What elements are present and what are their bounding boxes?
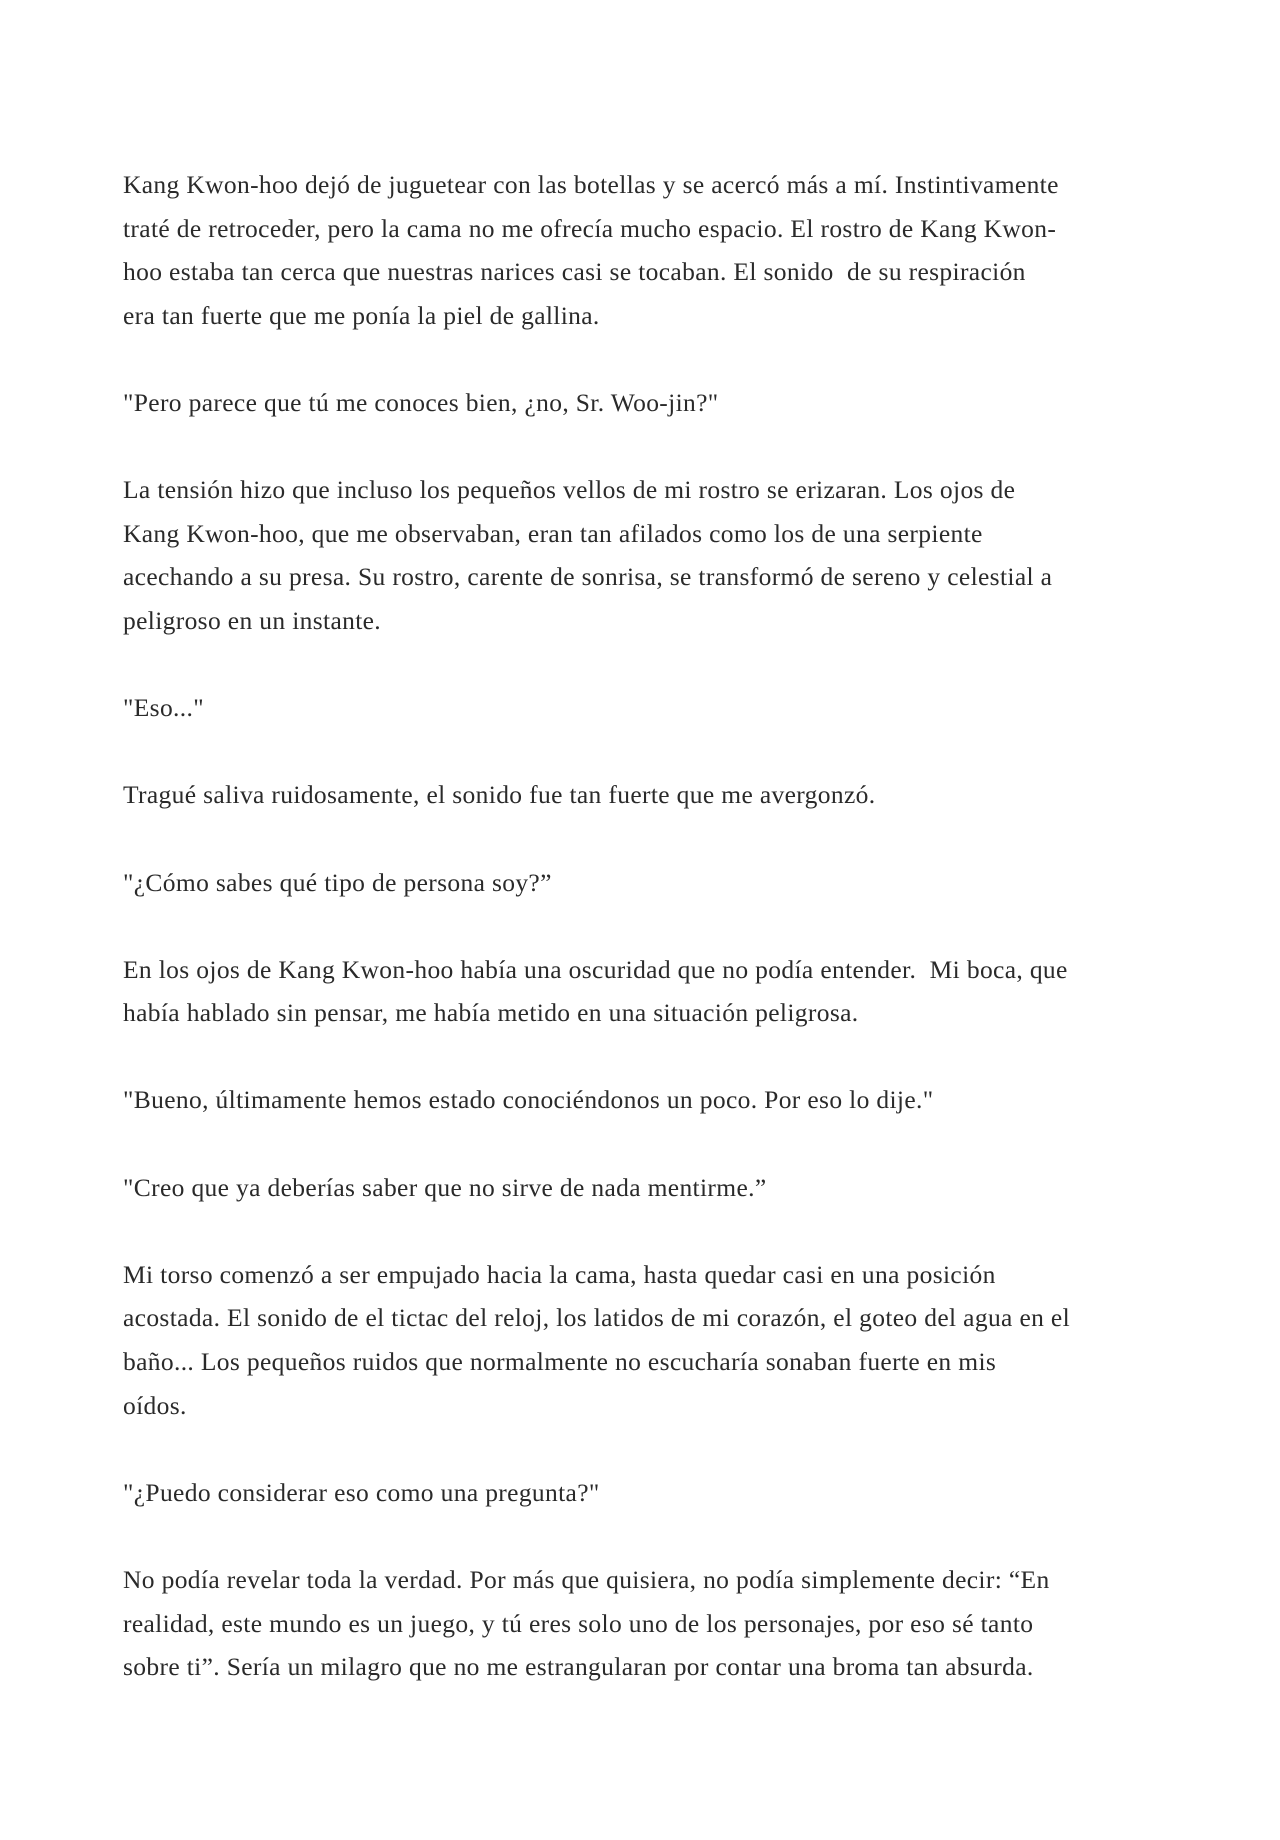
text-line: Mi torso comenzó a ser empujado hacia la cama, hasta quedar casi en una posición [123, 1259, 996, 1289]
text-line: "Bueno, últimamente hemos estado conociéndonos un poco. Por eso lo dije." [123, 1085, 934, 1115]
paragraph [123, 468, 1183, 642]
text-line: acostada. El sonido de el tictac del reloj, los latidos de mi corazón, el goteo del agua en el [123, 1303, 1071, 1333]
text-line: peligroso en un instante. [123, 605, 382, 635]
text-line: Kang Kwon-hoo, que me observaban, eran tan afilados como los de una serpiente [123, 518, 983, 548]
paragraph [123, 1253, 1183, 1427]
text-line: sobre ti”. Sería un milagro que no me estrangularan por contar una broma tan absurda. [123, 1652, 1034, 1682]
document-page [123, 163, 1183, 1732]
paragraph [123, 686, 1183, 730]
text-line: Kang Kwon-hoo dejó de juguetear con las botellas y se acercó más a mí. Instintivamente [123, 170, 1059, 199]
text-line: "¿Cómo sabes qué tipo de persona soy?” [123, 867, 552, 897]
text-line: baño... Los pequeños ruidos que normalmente no escucharía sonaban fuerte en mis [123, 1347, 997, 1377]
paragraph [123, 948, 1183, 1035]
text-line: Tragué saliva ruidosamente, el sonido fue tan fuerte que me avergonzó. [123, 780, 876, 810]
paragraph [123, 1558, 1183, 1689]
text-line: realidad, este mundo es un juego, y tú eres solo uno de los personajes, por eso sé tanto [123, 1608, 1034, 1638]
paragraph [123, 1471, 1183, 1515]
text-line: "Eso..." [123, 693, 204, 723]
text-line: "¿Puedo considerar eso como una pregunta?" [123, 1477, 600, 1507]
text-line: traté de retroceder, pero la cama no me ofrecía mucho espacio. El rostro de Kang Kwon- [123, 213, 1057, 243]
paragraph [123, 861, 1183, 905]
text-line: hoo estaba tan cerca que nuestras narices casi se tocaban. El sonido de su respiración [123, 257, 1026, 287]
text-line: acechando a su presa. Su rostro, carente de sonrisa, se transformó de sereno y celestial a [123, 562, 1053, 592]
paragraph [123, 1078, 1183, 1122]
paragraph [123, 1166, 1183, 1210]
text-line: "Pero parece que tú me conoces bien, ¿no, Sr. Woo-jin?" [123, 387, 719, 417]
text-line: había hablado sin pensar, me había metido en una situación peligrosa. [123, 998, 859, 1028]
paragraph [123, 163, 1183, 337]
text-line: La tensión hizo que incluso los pequeños vellos de mi rostro se erizaran. Los ojos de [123, 475, 1016, 505]
text-line: oídos. [123, 1390, 187, 1420]
text-line: En los ojos de Kang Kwon-hoo había una oscuridad que no podía entender. Mi boca, que [123, 954, 1068, 984]
paragraph [123, 773, 1183, 817]
paragraph [123, 381, 1183, 425]
text-line: No podía revelar toda la verdad. Por más que quisiera, no podía simplemente decir: “En [123, 1565, 1050, 1594]
text-line: "Creo que ya deberías saber que no sirve de nada mentirme.” [123, 1172, 767, 1202]
text-line: era tan fuerte que me ponía la piel de gallina. [123, 300, 600, 330]
